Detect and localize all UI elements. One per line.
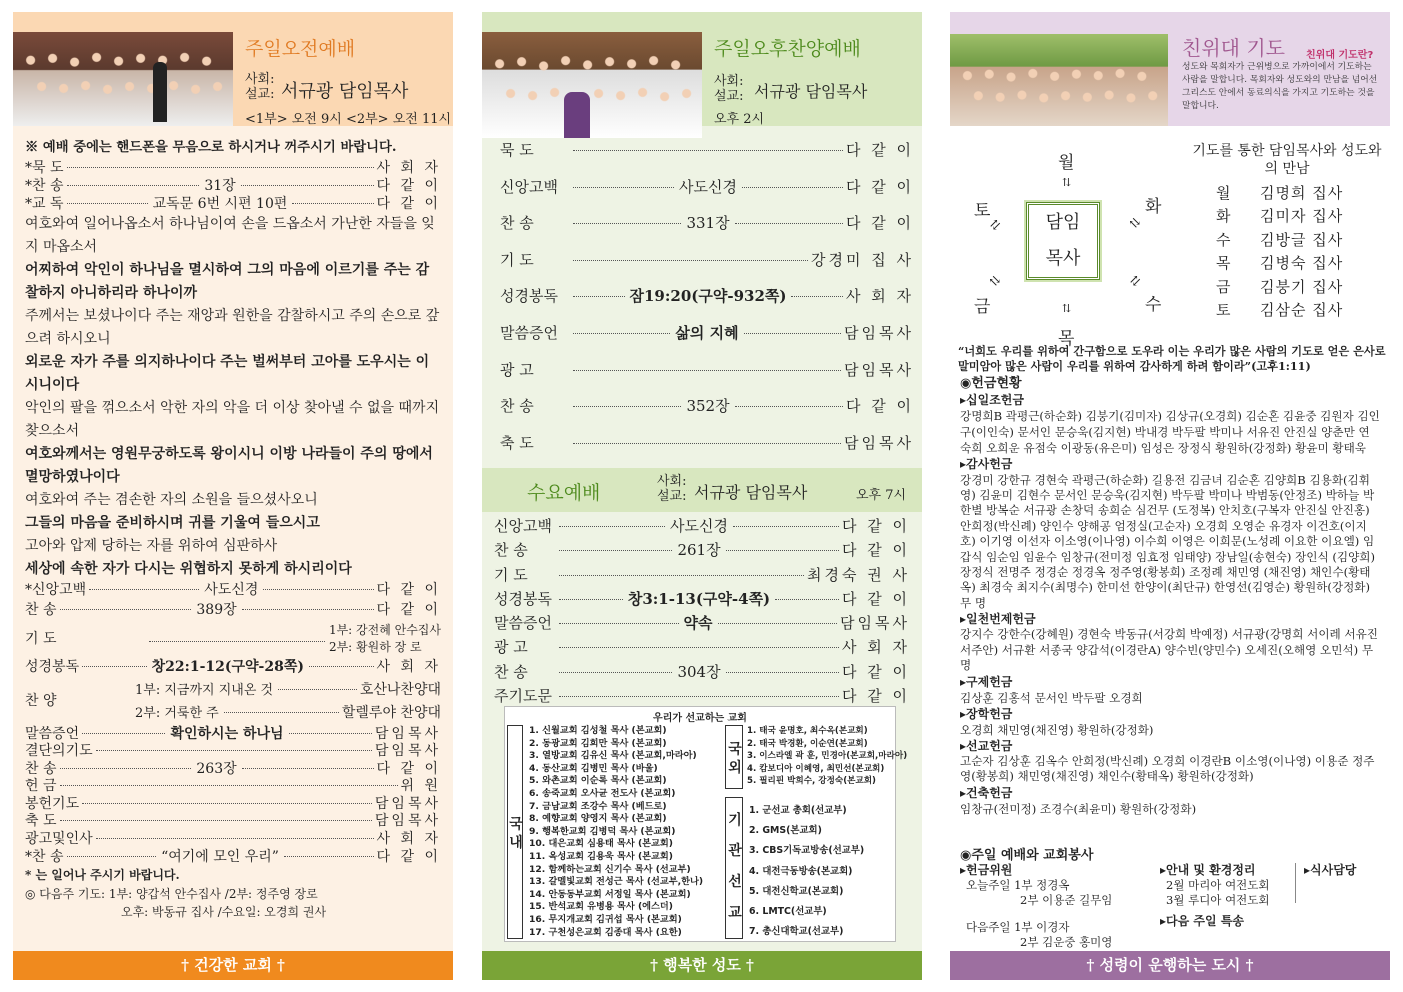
row-label: 기 도: [500, 250, 534, 269]
row-label: 묵 도: [500, 141, 534, 159]
row-leader: 다 같 이: [376, 582, 442, 598]
offering-head: ◉헌금현황: [960, 376, 1022, 391]
domestic-church: 4. 동산교회 김병민 목사 (바울): [529, 762, 658, 774]
row-leader: 사 회 자: [376, 659, 442, 675]
row-leader: 다 같 이: [846, 177, 915, 196]
tithe-list: 강명희B 곽평근(하순화) 김붕기(김미자) 김상규(오경희) 김순혼 김윤중 김원자 김인구(이인숙) 문서인 문승욱(김지현) 박내경 박두팔 박미나 서유진 안진실 양춘만 연숙희 오희운 유점숙 이광동(유은미) 임성은 장정식 황원하(강정화) 황윤미 황태욱: [960, 409, 1380, 456]
row-detail: 잠19:20(구약-932쪽): [629, 287, 787, 306]
order-row: [494, 538, 910, 562]
row-detail: 확인하시는 하나님: [170, 725, 284, 742]
order-row: [25, 601, 441, 621]
praise-2: 2부: 거룩한 주: [135, 705, 219, 721]
row-leader: 담임목사: [844, 360, 914, 379]
row-label: 찬 송: [500, 214, 534, 233]
standing-note: * 는 일어나 주시기 바랍니다.: [25, 868, 180, 883]
schedule-day: 월: [1216, 184, 1231, 202]
order-row: [494, 563, 910, 587]
foreign-mission: 5. 필리핀 박희수, 강정숙(본교회): [747, 776, 876, 787]
row-label: *찬 송: [25, 848, 64, 865]
footer-banner: † 행복한 성도 †: [482, 951, 922, 980]
thanks-list: 강경미 강한규 경현숙 곽평근(하순화) 길용전 김금녀 김순혼 김양희B 김용화(김휘영) 김윤미 김현수 문서인 문승욱(김지현) 박두팔 박미나 박범동(안정조) 박하늘 박한별 방복순 서규광 손창덕 송희순 심건무 (도정복) 안치호(구복자 안진실 안진홍) 안희정(박신례) 양인수 양해공 엄정실(고순자) 오경희 오영순 유경자 이건호(이지호) 이기영 이선자 이소영(이나영) 이수희 이영은 이희문(노성례 이요한 이요엘) 임갑식 임순임 임윤수 임창규(전미정 임효정 임태양) 장남일(송현숙) 장인식 (김양희) 장정식 전명주 정경순 정경옥 정주영(황봉희) 조정례 채민영 (채진영) 채인수(황태옥) 최경숙 최지수(최명수) 한미선 한양이(최단규) 한영선(김영순) 황원하(강정화) 무 명: [960, 472, 1376, 610]
row-leader: 사 회 자: [841, 638, 910, 657]
row-label: 헌 금: [25, 778, 57, 795]
order-row: [482, 388, 922, 425]
schedule-day: 수: [1216, 230, 1231, 249]
offering-report: [950, 376, 1390, 817]
row-leader: 위 원: [400, 778, 441, 795]
row-label: 봉헌기도: [25, 795, 80, 812]
row-label: 말씀증언: [500, 323, 558, 342]
row-leader: 다 같 이: [846, 214, 915, 233]
order-row: [482, 169, 922, 206]
order-row: [482, 132, 922, 169]
row-label: 말씀증언: [494, 614, 552, 633]
domestic-church: 3. 열방교회 김유신 목사 (본교회,마라아): [529, 750, 697, 762]
domestic-church: 12. 함께하는교회 신기수 목사 (선교부): [529, 863, 691, 875]
row-label: *찬 송: [25, 178, 64, 194]
row-leader: 담임목사: [374, 813, 441, 830]
order-row: [482, 425, 922, 462]
row-label: *신앙고백: [25, 582, 87, 598]
row-label: 광 고: [494, 638, 528, 657]
next-prayer-1: ◎ 다음주 기도: 1부: 양갑석 안수집사 /2부: 정주영 장로: [25, 887, 318, 902]
order-row: [25, 581, 441, 601]
reading-leader: 주께서는 보셨나이다 주는 재앙과 원한을 감찰하시고 주의 손으로 갚으려 하시오니: [25, 308, 440, 347]
mission-offer-list: 고순자 김상훈 김옥수 안희정(박신례) 오경희 이경란B 이소영(이나영) 이용준 정주영(황봉희) 채민영(채진영) 채인수(황태옥) 황원하(강정화): [960, 754, 1375, 784]
order-row: [494, 684, 910, 708]
schedule-name: 김방글 집사: [1260, 230, 1344, 249]
wednesday-leader-labels: 사회: 설교:: [657, 474, 687, 504]
schedule-title: 기도를 통한 담임목사와 성도와의 만남: [1192, 143, 1382, 177]
schedule-row: [1216, 299, 1386, 322]
row-label: 기 도: [494, 565, 528, 584]
row-leader: 최경숙 권 사: [807, 565, 910, 584]
afternoon-order: [482, 132, 922, 461]
schedule-day: 목: [1216, 254, 1231, 273]
schedule-name: 김붕기 집사: [1260, 277, 1344, 296]
row-label: 말씀증언: [25, 725, 80, 742]
wednesday-header: [482, 468, 922, 512]
prayer-header: [950, 12, 1390, 126]
choir-1: 호산나찬양대: [359, 681, 441, 698]
reading-leader: 여호와여 주는 겸손한 자의 소원을 들으셨사오니: [25, 492, 318, 508]
row-leader: 담임목사: [840, 614, 911, 633]
prayer-diagram: [950, 132, 1180, 352]
tithe-head: ▸십일조헌금: [960, 393, 1024, 408]
reading-congregation: 외로운 자가 주를 의지하나이다 주는 벌써부터 고아를 도우시는 이시니이다: [25, 354, 430, 393]
committee-1: 오늘주일 1부 정경옥: [966, 878, 1070, 892]
order-row: [25, 831, 441, 849]
morning-order: [13, 136, 453, 920]
order-row: [25, 159, 441, 177]
row-detail: 창3:1-13(구약-4쪽): [627, 589, 771, 608]
row-label: 찬 송: [494, 541, 528, 560]
service-section: [960, 848, 1390, 963]
row-leader: 다 같 이: [842, 662, 911, 681]
row-label: 광고및인사: [25, 831, 93, 848]
day-mon: 월: [1058, 153, 1075, 173]
order-row: [25, 796, 441, 814]
schedule-list: [1216, 182, 1386, 322]
row-label: 찬 송: [494, 662, 528, 681]
row-leader: 다 같 이: [846, 397, 915, 416]
day-sat: 토: [974, 201, 991, 221]
footer-banner: † 건강한 교회 †: [13, 951, 453, 980]
relief-list: 김상훈 김홍석 문서인 박두팔 오경희: [960, 690, 1143, 705]
row-detail: 31장: [204, 178, 236, 194]
foreign-mission: 3. 이스라엘 곽 훈, 민경아(본교회,마라아): [747, 751, 908, 762]
row-label: 찬 송: [25, 760, 57, 777]
row-label: *묵 도: [25, 160, 64, 176]
arrow-bottom: ⇅: [1062, 302, 1072, 315]
row-label: 찬 양: [25, 693, 57, 709]
responsive-reading: [25, 213, 441, 581]
reading-congregation: 세상에 속한 자가 다시는 위협하지 못하게 하시리이다: [25, 561, 352, 577]
row-leader: 담임목사: [374, 725, 442, 742]
domestic-church: 5. 와촌교회 이순록 목사 (본교회): [529, 775, 667, 787]
order-row: [25, 778, 441, 796]
arrow-bl: ⇅: [986, 272, 1004, 290]
prayer-photo: [950, 34, 1168, 126]
order-row: [25, 658, 441, 678]
order-row: [25, 726, 441, 744]
row-leader: 다 같 이: [841, 687, 910, 706]
schedule-name: 김삼순 집사: [1260, 301, 1344, 320]
domestic-church: 14. 안동동부교회 서정일 목사 (본교회): [529, 888, 691, 900]
committee-2: 2부 이용준 길무임: [1020, 893, 1113, 907]
wednesday-time: 오후 7시: [856, 488, 907, 503]
leader-labels: 사회: 설교:: [714, 74, 744, 104]
order-row: [25, 177, 441, 195]
row-leader: 다 같 이: [842, 517, 911, 535]
row-label: 축 도: [25, 813, 57, 830]
domestic-list: [529, 725, 729, 939]
row-leader: 다 같 이: [842, 541, 911, 560]
row-detail: 352장: [686, 397, 730, 416]
domestic-label: 국 내: [507, 725, 523, 939]
reading-congregation: 어찌하여 악인이 하나님을 멸시하여 그의 마음에 이르기를 주는 감찰하지 아니하리라 하나이까: [25, 262, 430, 301]
row-label: 성경봉독: [25, 659, 80, 675]
praise-1: 1부: 지금까지 지내온 것: [135, 682, 274, 698]
day-wed: 수: [1145, 295, 1162, 315]
service-times: <1부> 오전 9시 <2부> 오전 11시: [245, 112, 452, 127]
foreign-mission: 1. 태국 윤명호, 최수옥(본교회): [747, 726, 868, 736]
row-detail: 사도신경: [204, 582, 259, 598]
order-row: [494, 514, 910, 538]
morning-service-panel: [13, 12, 453, 980]
order-row: [482, 315, 922, 352]
schedule-name: 김병숙 집사: [1260, 254, 1344, 273]
domestic-church: 2. 동광교회 김희만 목사 (본교회): [529, 737, 667, 749]
choir-2: 할렐루야 찬양대: [341, 704, 441, 721]
wednesday-preacher: 서규광 담임목사: [694, 483, 808, 502]
prayer-2: 2부: 황원하 장 로: [328, 640, 422, 654]
weekly-list: 강지수 강한수(강혜원) 경현숙 박동규(서강희 박예정) 서규광(강명희 서이레 서유진 서주안) 서규환 서종국 양갑석(이경란A) 양수빈(양민수) 오세진(오해영 오민석) 무 명: [960, 627, 1379, 673]
guide-2: 3월 루디아 여전도회: [1166, 893, 1270, 907]
reading-congregation: 그들의 마음을 준비하시며 귀를 기울여 들으시고: [25, 515, 320, 531]
footer-banner: † 성령이 운행하는 도시 †: [950, 951, 1390, 980]
prayer-description: 성도와 목회자가 근위병으로 가까이에서 기도하는 사람을 말합니다. 목회자와 성도와의 만남을 넘어선 그리스도 안에서 동료의식을 가지고 기도하는 것을 말합니다.: [1182, 62, 1378, 111]
order-row: [494, 587, 910, 611]
order-row: [494, 611, 910, 635]
org-mission: 1. 군선교 총회(선교부): [749, 805, 847, 816]
foreign-list: [747, 725, 908, 788]
schedule-row: [1216, 205, 1386, 228]
guide-head: ▸안내 및 환경정리: [1160, 863, 1256, 877]
row-leader: 다 같 이: [376, 848, 441, 865]
morning-header: [13, 12, 453, 126]
foreign-label: 국 외: [725, 725, 743, 789]
reading-leader: 여호와여 일어나옵소서 하나님이여 손을 드옵소서 가난한 자들을 잊지 마옵소서: [25, 216, 435, 255]
reading-leader: 고아와 압제 당하는 자를 위하여 심판하사: [25, 538, 278, 554]
org-list: [749, 801, 899, 942]
page-title: 주일오후찬양예배: [714, 38, 861, 60]
arrow-tl: ⇅: [986, 216, 1004, 234]
domestic-church: 9. 행복한교회 김병덕 목사 (본교회): [529, 825, 676, 837]
prayer-1: 1부: 강전혜 안수집사: [328, 623, 441, 637]
domestic-church: 1. 신월교회 김성철 목사 (본교회): [529, 725, 667, 736]
row-leader: 담임목사: [374, 743, 441, 760]
row-label: 결단의기도: [25, 743, 93, 760]
row-detail: 263장: [196, 760, 237, 777]
page-title: 주일오전예배: [245, 38, 356, 60]
pastor-center: 담임 목사: [1026, 202, 1100, 280]
schedule-day: 화: [1216, 207, 1231, 226]
prayer-panel: [950, 12, 1390, 980]
row-leader: 다 같 이: [376, 601, 442, 618]
choir-photo: [482, 32, 702, 138]
row-detail: 약속: [683, 614, 713, 633]
org-mission: 6. LMTC(선교부): [749, 906, 827, 918]
domestic-church: 10. 대은교회 심용태 목사 (본교회): [529, 838, 673, 850]
arrow-br: ⇅: [1126, 272, 1144, 290]
row-leader: 다 같 이: [845, 141, 914, 159]
row-detail: 261장: [677, 541, 721, 560]
domestic-church: 7. 금남교회 조강수 목사 (베드로): [529, 800, 667, 812]
order-row: [482, 278, 922, 315]
schedule-row: [1216, 252, 1386, 275]
row-detail: 삶의 지혜: [675, 323, 739, 342]
day-tue: 화: [1145, 197, 1162, 217]
org-mission: 5. 대전신학교(본교회): [749, 885, 844, 897]
foreign-mission: 2. 태국 박경환, 이순연(본교회): [747, 738, 868, 749]
service-head: ◉주일 예배와 교회봉사: [960, 848, 1094, 863]
preacher-name: 서규광 담임목사: [281, 81, 409, 102]
domestic-church: 6. 송죽교회 오사균 전도사 (본교회): [529, 787, 676, 799]
row-detail: 389장: [196, 601, 237, 618]
choir-photo: [13, 32, 233, 126]
order-row: [25, 813, 441, 831]
row-label: 성경봉독: [494, 589, 552, 608]
preacher-name: 서규광 담임목사: [754, 82, 868, 101]
service-time: 오후 2시: [714, 112, 765, 127]
build-list: 임창규(전미정) 조경수(최윤미) 황원하(강정화): [960, 801, 1197, 816]
row-leader: 다 같 이: [376, 760, 442, 777]
reading-congregation: 여호와께서는 영원무궁하도록 왕이시니 이방 나라들이 주의 땅에서 멸망하였나이다: [25, 446, 433, 485]
row-label: 광 고: [500, 360, 534, 379]
weekly-head: ▸일천번제헌금: [960, 612, 1036, 627]
row-detail: 교독문 6번 시편 10편: [152, 196, 288, 212]
order-row: [482, 352, 922, 389]
domestic-church: 17. 구천성은교회 김종대 목사 (요한): [529, 926, 682, 938]
row-leader: 다 같 이: [376, 196, 442, 212]
schedule-name: 김명희 집사: [1260, 184, 1344, 202]
org-mission: 2. GMS(본교회): [749, 825, 822, 837]
wednesday-order: [482, 514, 922, 708]
row-leader: 강경미 집 사: [811, 250, 914, 269]
org-mission: 7. 총신대학교(선교부): [749, 926, 844, 938]
row-label: 찬 송: [500, 397, 534, 416]
schedule-name: 김미자 집사: [1260, 207, 1344, 226]
prayer-title: 친위대 기도: [1182, 36, 1285, 60]
row-label: 신앙고백: [494, 517, 552, 535]
row-label: 신앙고백: [500, 177, 558, 196]
schedule-row: [1216, 276, 1386, 299]
schedule-day: 토: [1216, 301, 1231, 320]
scholar-head: ▸장학헌금: [960, 706, 1013, 721]
special-head: ▸다음 주일 특송: [1160, 914, 1244, 928]
row-label: 찬 송: [25, 601, 57, 618]
row-detail: 304장: [677, 662, 721, 681]
order-row: [25, 761, 441, 779]
leader-labels: 사회: 설교:: [245, 72, 275, 102]
row-leader: 사 회 자: [845, 287, 914, 306]
row-detail: 사도신경: [670, 517, 728, 535]
org-label: 기 관 선 교: [725, 797, 743, 939]
order-row: [482, 205, 922, 242]
org-mission: 4. 대전극동방송(본교회): [749, 865, 853, 877]
afternoon-header: [482, 12, 922, 126]
scholar-list: 오경희 채민영(채진영) 황원하(강정화): [960, 722, 1154, 737]
committee-head: ▸헌금위원: [960, 863, 1013, 877]
domestic-church: 16. 무지개교회 김귀섭 목사 (본교회): [529, 913, 682, 925]
domestic-church: 8. 예향교회 양영지 목사 (본교회): [529, 813, 667, 825]
arrow-top: ⇅: [1062, 176, 1072, 189]
thanks-head: ▸감사헌금: [960, 457, 1013, 472]
domestic-church: 11. 옥성교회 김용욱 목사 (본교회): [529, 850, 673, 862]
schedule-row: [1216, 182, 1386, 205]
day-thu: 목: [1058, 329, 1075, 349]
domestic-church: 13. 갈멜빛교회 전성근 목사 (선교부,한나): [529, 876, 704, 888]
day-fri: 금: [974, 297, 991, 317]
domestic-church: 15. 반석교회 유병용 목사 (에스더): [529, 901, 673, 913]
row-leader: 담임목사: [374, 795, 441, 812]
committee-3: 다음주일 1부 이경자: [966, 920, 1070, 934]
row-detail: 331장: [686, 214, 730, 233]
order-row: [494, 635, 910, 659]
relief-head: ▸구제헌금: [960, 674, 1013, 689]
row-leader: 다 같 이: [376, 178, 442, 194]
foreign-mission: 4. 캄보디아 이혜영, 최민선(본교회): [747, 763, 885, 774]
prayer-row: [25, 620, 441, 658]
mission-churches-box: [504, 706, 908, 942]
arrow-tr: ⇅: [1126, 214, 1144, 232]
bible-verse: “너희도 우리를 위하여 간구함으로 도우라 이는 우리가 많은 사람의 기도로 얻은 은사로 말미암아 많은 사람이 우리를 위하여 감사하게 하려 함이라”(고후1:11): [958, 344, 1386, 373]
row-detail: 사도신경: [679, 177, 737, 196]
next-prayer-2: 오후: 박동규 집사 /수요일: 오경희 권사: [121, 905, 327, 920]
committee-4: 2부 김운중 홍미영: [1020, 935, 1113, 949]
schedule-row: [1216, 229, 1386, 252]
praise-row: [25, 678, 441, 726]
org-mission: 3. CBS기독교방송(선교부): [749, 845, 865, 857]
meal-head: ▸식사담당: [1304, 863, 1357, 877]
order-row: [25, 195, 441, 213]
row-leader: 담임목사: [844, 323, 914, 342]
prayer-question: 친위대 기도란?: [1306, 50, 1374, 61]
mission-title: 우리가 선교하는 교회: [653, 713, 747, 724]
row-label: 주기도문: [494, 687, 552, 706]
row-label: *교 독: [25, 196, 64, 212]
row-detail: “여기에 모인 우리”: [161, 848, 279, 865]
row-detail: 창22:1-12(구약-28쪽): [151, 659, 304, 675]
phone-notice: ※ 예배 중에는 핸드폰을 무음으로 하시거나 꺼주시기 바랍니다.: [25, 140, 397, 155]
reading-leader: 악인의 팔을 꺾으소서 악한 자의 악을 더 이상 찾아낼 수 없을 때까지 찾으소서: [25, 400, 440, 439]
afternoon-service-panel: [482, 12, 922, 980]
mission-offer-head: ▸선교헌금: [960, 738, 1013, 753]
row-leader: 다 같 이: [841, 589, 910, 608]
row-label: 축 도: [500, 433, 534, 452]
guide-1: 2월 마리아 여전도회: [1166, 878, 1270, 892]
order-row: [25, 849, 441, 867]
order-row: [482, 242, 922, 279]
order-row: [25, 743, 441, 761]
build-head: ▸건축헌금: [960, 785, 1013, 800]
schedule-day: 금: [1216, 277, 1231, 296]
row-leader: 담임목사: [844, 433, 914, 452]
wednesday-title: 수요예배: [527, 482, 601, 504]
row-leader: 사 회 자: [376, 831, 441, 848]
order-row: [494, 660, 910, 684]
row-label: 기 도: [25, 630, 57, 647]
row-leader: 사 회 자: [376, 160, 441, 176]
row-label: 성경봉독: [500, 287, 558, 306]
